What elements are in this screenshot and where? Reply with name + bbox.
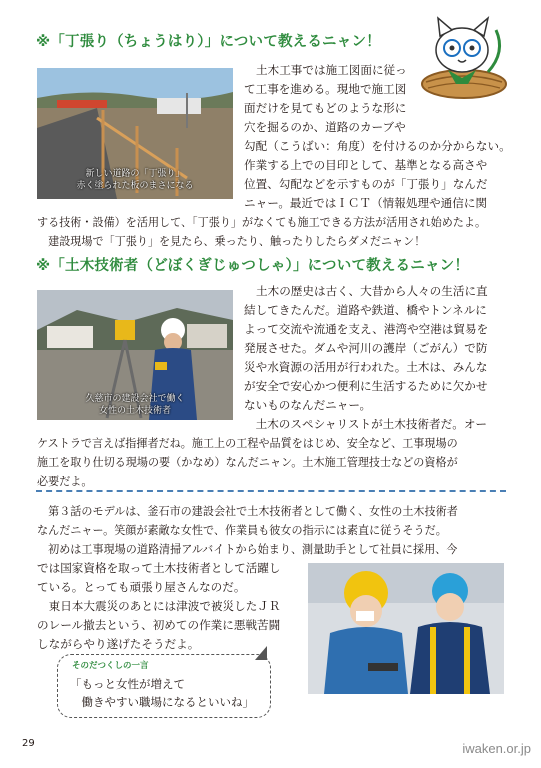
text-line: 結してきたんだ。道路や鉄道、橋やトンネルに <box>244 303 487 317</box>
text-line: 土木の歴史は古く、大昔から人々の生活に直 <box>256 284 488 298</box>
section1-heading: ※「丁張り（ちょうはり）」について教えるニャン！ <box>36 34 381 50</box>
quote-bubble <box>57 654 271 718</box>
text-line: よって交流や流通を支え、港湾や空港は貿易を <box>244 322 489 336</box>
text-line: のレール撤去という、初めての作業に悪戦苦闘 <box>37 618 281 632</box>
workers-photo <box>308 563 504 694</box>
section2-heading: ※「土木技術者（どぼくぎじゅつしゃ）」について教えるニャン！ <box>36 258 470 274</box>
section1-body-wide <box>37 213 513 251</box>
page-number: 29 <box>22 738 35 749</box>
quote-title: そのだつくしの一言 <box>72 661 149 671</box>
text-line: 第３話のモデルは、釜石市の建設会社で土木技術者として働く、女性の土木技術者 <box>37 505 458 518</box>
text-line: 面だけを見てもどのような形に <box>244 101 407 115</box>
text-line: 施工を取り仕切る現場の要（かなめ）なんだニャン。土木施工管理技士などの資格が <box>37 456 458 469</box>
text-line: 発展させた。ダムや河川の護岸（ごがん）で防 <box>244 341 488 355</box>
text-line: しながらやり遂げたそうだよ。 <box>37 637 200 651</box>
text-line: 土木工事では施工図面に従っ <box>256 63 407 77</box>
section3-body-wide <box>37 502 513 559</box>
text-line: て工事を進める。現地で施工図 <box>244 82 407 96</box>
engineer-photo-caption: 久慈市の建設会社で働く 女性の土木技術者 <box>85 394 185 416</box>
text-line: では国家資格を取って土木技術者として活躍し <box>37 561 281 575</box>
bubble-tail <box>255 646 267 660</box>
quote-text <box>70 675 254 711</box>
source-watermark: iwaken.or.jp <box>462 741 531 756</box>
quote-line: 「もっと女性が増えて <box>70 677 185 691</box>
text-line: が安全で安心かつ便利に生活するために欠かせ <box>244 379 488 393</box>
text-line: ないものなんだニャー。 <box>244 398 372 412</box>
text-line: ニャー。最近ではＩＣＴ（情報処理や通信に関 <box>244 196 488 210</box>
text-line: 東日本大震災のあとには津波で被災したＪＲ <box>37 599 281 613</box>
text-line: 災や水資源の活用が行われた。土木は、みんな <box>244 360 488 374</box>
section2-body-wide <box>37 434 513 491</box>
text-line: 穴を掘るのか、道路のカーブや <box>244 120 406 134</box>
text-line: 建設現場で「丁張り」を見たら、乗ったり、触ったりしたらダメだニャン！ <box>37 235 426 248</box>
section-divider <box>36 490 506 492</box>
text-line: ている。とっても頑張り屋さんなのだ。 <box>37 580 246 594</box>
quote-line: 働きやすい職場になるといいね」 <box>70 695 254 709</box>
section1-body <box>244 61 516 213</box>
text-line: 作業する上での目印として、基準となる高さや <box>244 158 488 172</box>
text-line: する技術・設備）を活用して、「丁張り」がなくても施工できる方法が活用され始めたよ。 <box>37 216 487 229</box>
text-line: 必要だよ。 <box>37 475 93 488</box>
text-line: 勾配（こうばい：角度）を付けるのか分からない。 <box>244 139 511 153</box>
stakeout-photo-caption: 新しい道路の「丁張り」 赤く塗られた板のまさになる <box>76 169 194 191</box>
section2-body <box>244 282 516 434</box>
text-line: なんだニャー。笑顔が素敵な女性で、作業員も彼女の指示には素直に従うそうだ。 <box>37 524 447 537</box>
text-line: 土木のスペシャリストが土木技術者だ。オー <box>244 417 488 431</box>
text-line: 初めは工事現場の道路清掃アルバイトから始まり、測量助手として社員に採用、今 <box>37 543 458 556</box>
text-line: 位置、勾配などを示すものが「丁張り」なんだ <box>244 177 488 191</box>
text-line: ケストラで言えば指揮者だね。施工上の工程や品質をはじめ、安全など、工事現場の <box>37 437 458 450</box>
section3-body <box>37 559 305 654</box>
